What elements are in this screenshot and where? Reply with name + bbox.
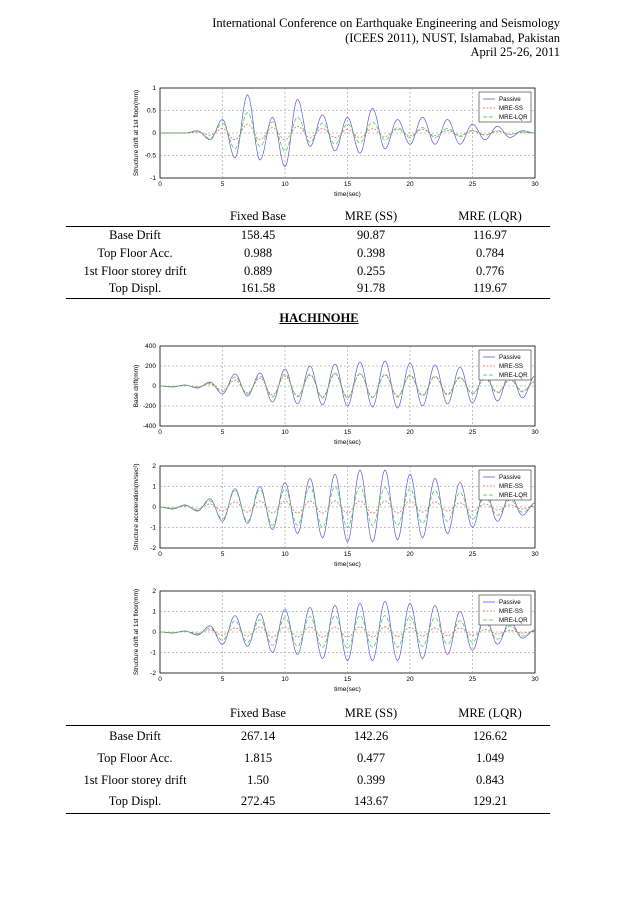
table-header-col: MRE (SS) — [344, 706, 398, 721]
y-tick-label: 2 — [152, 588, 156, 595]
chart-svg — [130, 458, 545, 570]
y-tick-label: -2 — [150, 670, 156, 677]
table-cell: 0.477 — [356, 750, 386, 765]
table-row — [66, 244, 550, 262]
chart-base-drift — [130, 338, 545, 448]
x-tick-label: 10 — [281, 181, 289, 188]
results-table-1 — [66, 208, 550, 299]
table-cell: 1.049 — [475, 750, 505, 765]
x-tick-label: 25 — [468, 181, 477, 188]
table-cell: 0.776 — [475, 263, 505, 278]
table-row — [66, 262, 550, 280]
row-label: Top Displ. — [108, 281, 162, 296]
header-line-2: (ICEES 2011), NUST, Islamabad, Pakistan — [345, 30, 560, 45]
x-tick-label: 0 — [158, 551, 162, 558]
legend-item: MRE-SS — [499, 363, 524, 371]
x-tick-label: 15 — [343, 551, 352, 558]
table-header-col: MRE (LQR) — [458, 209, 522, 224]
table-cell: 116.97 — [473, 227, 507, 242]
table-cell: 0.398 — [356, 245, 386, 260]
legend-item: MRE-SS — [499, 483, 524, 491]
legend-item: Passive — [499, 474, 521, 482]
legend — [479, 595, 531, 625]
x-tick-label: 15 — [343, 429, 352, 436]
y-tick-label: 0 — [152, 130, 156, 137]
x-tick-label: 30 — [531, 551, 539, 558]
x-tick-label: 5 — [220, 676, 225, 683]
x-tick-label: 5 — [220, 551, 225, 558]
table-cell: 143.67 — [353, 794, 389, 809]
x-tick-label: 20 — [406, 551, 414, 558]
table-header-row — [66, 208, 550, 226]
x-tick-label: 20 — [406, 429, 414, 436]
row-label: Base Drift — [109, 728, 161, 743]
x-tick-label: 20 — [406, 181, 414, 188]
y-axis-label: Structure drift at 1st floor(mm) — [133, 89, 140, 177]
row-label: Top Floor Acc. — [97, 750, 173, 765]
y-axis-label: Structure drift at 1st floor(mm) — [133, 588, 140, 676]
section-title: HACHINOHE — [279, 311, 359, 325]
results-table-2 — [66, 703, 550, 814]
y-tick-label: -1 — [150, 524, 156, 532]
x-tick-label: 0 — [158, 429, 162, 436]
y-tick-label: 200 — [145, 363, 156, 370]
y-tick-label: 0 — [152, 629, 156, 636]
y-axis-label: Structure acceleration(m/sec²) — [133, 463, 140, 551]
legend — [479, 350, 531, 380]
table-row — [66, 226, 550, 244]
x-axis-label: time(sec) — [334, 439, 361, 446]
legend-item: Passive — [499, 599, 521, 607]
table-cell: 0.843 — [475, 772, 505, 787]
table-cell: 267.14 — [240, 728, 276, 743]
y-tick-label: -200 — [142, 403, 156, 410]
table-cell: 272.45 — [240, 794, 276, 809]
legend-item: MRE-LQR — [499, 617, 528, 625]
x-tick-label: 10 — [281, 429, 289, 436]
y-tick-label: -1 — [150, 649, 156, 657]
row-label: Top Floor Acc. — [97, 245, 173, 260]
table-cell: 158.45 — [240, 227, 276, 242]
legend-item: Passive — [499, 96, 521, 104]
table-cell: 1.50 — [247, 772, 269, 787]
y-tick-label: 400 — [145, 343, 156, 350]
x-tick-label: 30 — [531, 429, 539, 436]
table-cell: 0.784 — [475, 245, 505, 260]
legend-item: MRE-LQR — [499, 492, 528, 500]
y-tick-label: 0 — [152, 383, 156, 390]
table-header-col: Fixed Base — [230, 209, 286, 224]
legend-item: MRE-LQR — [499, 114, 528, 122]
legend — [479, 470, 531, 500]
x-tick-label: 30 — [531, 676, 539, 683]
chart-svg — [130, 80, 545, 200]
x-axis-label: time(sec) — [334, 561, 361, 568]
conference-header — [212, 16, 560, 60]
y-tick-label: -400 — [142, 423, 156, 430]
header-line-3: April 25-26, 2011 — [470, 45, 560, 59]
table-header-col: MRE (SS) — [344, 209, 398, 224]
x-tick-label: 0 — [158, 676, 162, 683]
legend-item: Passive — [499, 354, 521, 362]
header-line-1: International Conference on Earthquake Engineering and Seismology — [212, 16, 560, 30]
x-tick-label: 10 — [281, 551, 289, 558]
table-cell: 0.889 — [243, 263, 273, 278]
x-tick-label: 25 — [468, 551, 477, 558]
table-cell: 0.255 — [356, 263, 386, 278]
x-tick-label: 25 — [468, 429, 477, 436]
legend-item: MRE-SS — [499, 608, 524, 616]
table-cell: 0.399 — [356, 772, 386, 787]
x-tick-label: 0 — [158, 181, 162, 188]
table-cell: 1.815 — [243, 750, 273, 765]
table-header-blank — [66, 703, 204, 725]
y-tick-label: -2 — [150, 545, 156, 552]
y-tick-label: 1 — [152, 608, 156, 616]
chart-1st-floor-drift-b — [130, 583, 545, 695]
table-cell: 129.21 — [472, 794, 508, 809]
table-row — [66, 791, 550, 813]
x-tick-label: 25 — [468, 676, 477, 683]
x-tick-label: 5 — [220, 429, 225, 436]
y-axis-label: Base drift(mm) — [133, 364, 140, 408]
table-row — [66, 280, 550, 298]
table-cell: 91.78 — [356, 281, 386, 296]
row-label: Top Displ. — [108, 794, 162, 809]
y-tick-label: 1 — [152, 85, 156, 92]
table-cell: 126.62 — [472, 728, 508, 743]
table-header-col: MRE (LQR) — [458, 706, 522, 721]
x-axis-label: time(sec) — [334, 686, 361, 693]
x-axis-label: time(sec) — [334, 191, 361, 198]
x-tick-label: 15 — [343, 676, 352, 683]
table-cell: 0.988 — [243, 245, 273, 260]
legend-item: MRE-SS — [499, 105, 524, 113]
y-tick-label: 0.5 — [146, 107, 156, 115]
chart-svg — [130, 338, 545, 448]
table-cell: 161.58 — [240, 281, 276, 296]
x-tick-label: 5 — [220, 181, 225, 188]
y-tick-label: 2 — [152, 463, 156, 470]
table-header-row — [66, 703, 550, 725]
table-row — [66, 769, 550, 791]
legend — [479, 92, 531, 122]
table-header-blank — [66, 208, 204, 226]
table-cell: 142.26 — [353, 728, 389, 743]
y-tick-label: -0.5 — [144, 152, 156, 160]
y-tick-label: -1 — [150, 175, 156, 182]
table-cell: 119.67 — [473, 281, 507, 296]
table-cell: 90.87 — [356, 227, 386, 242]
y-tick-label: 1 — [152, 483, 156, 491]
row-label: Base Drift — [109, 227, 161, 242]
chart-1st-floor-drift-a — [130, 80, 545, 200]
table-header-col: Fixed Base — [230, 706, 286, 721]
chart-svg — [130, 583, 545, 695]
legend-item: MRE-LQR — [499, 372, 528, 380]
table-row — [66, 725, 550, 747]
x-tick-label: 30 — [531, 181, 539, 188]
y-tick-label: 0 — [152, 504, 156, 511]
row-label: 1st Floor storey drift — [83, 772, 187, 787]
chart-structure-acceleration — [130, 458, 545, 570]
x-tick-label: 10 — [281, 676, 289, 683]
x-tick-label: 15 — [343, 181, 352, 188]
row-label: 1st Floor storey drift — [83, 263, 187, 278]
x-tick-label: 20 — [406, 676, 414, 683]
table-row — [66, 747, 550, 769]
